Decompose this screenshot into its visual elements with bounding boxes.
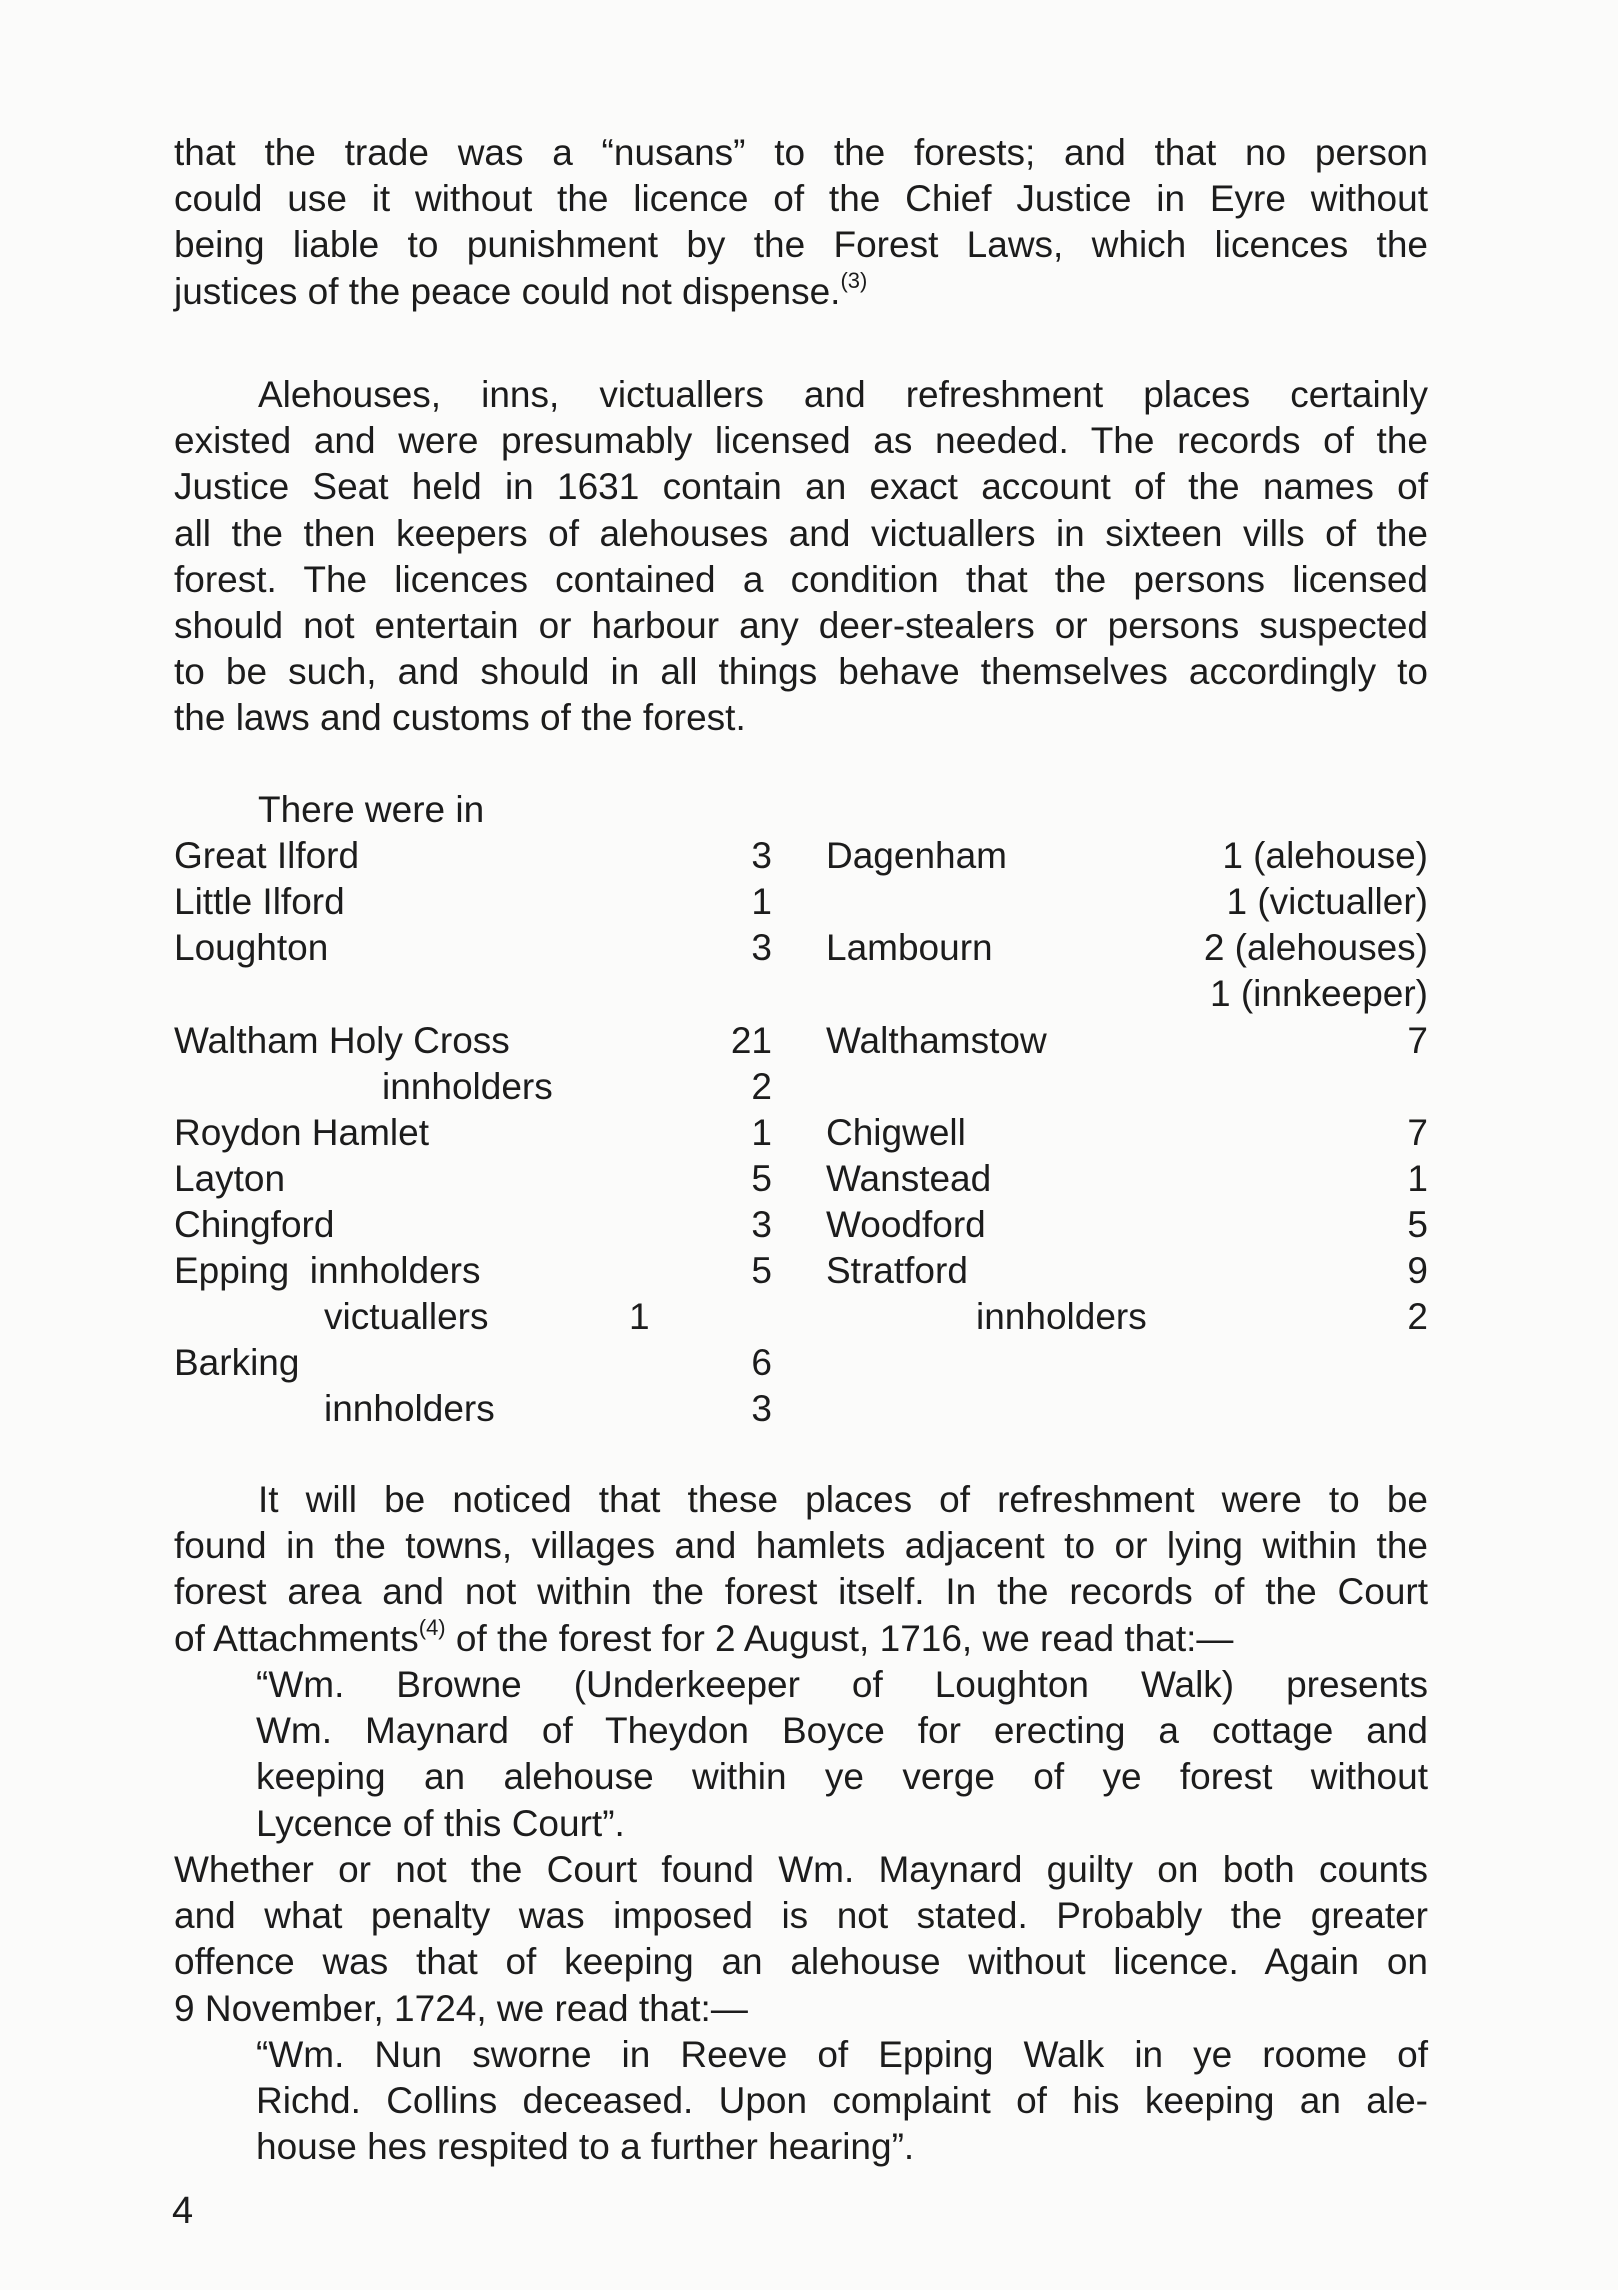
text-line: and what penalty was imposed is not stated. Probably the greater [174,1895,1428,1937]
text-line: found in the towns, villages and hamlets adjacent to or lying within the [174,1525,1428,1567]
table-count: 21 [730,1020,772,1061]
table-count: 1 [751,1112,772,1153]
text-line-content: of the forest for 2 August, 1716, we read that:— [445,1617,1234,1659]
table-count: 5 [1407,1204,1428,1245]
text-line: Whether or not the Court found Wm. Maynard guilty on both counts [174,1849,1428,1890]
table-count: 3 [751,1204,772,1245]
text-line: to be such, and should in all things behave themselves accordingly to [174,651,1428,693]
page-number: 4 [172,2190,194,2232]
text-line: existed and were presumably licensed as needed. The records of the [174,420,1428,462]
table-place: Walthamstow [826,1020,1047,1061]
table-place: Woodford [826,1204,986,1245]
text-line [174,1616,1428,1662]
text-line: the laws and customs of the forest. [174,697,746,739]
table-intro: There were in [258,789,485,830]
table-count: 7 [1407,1020,1428,1061]
table-count: 2 (alehouses) [1203,927,1428,968]
quote-line: keeping an alehouse within ye verge of ye forest without [256,1756,1428,1798]
table-place: Wanstead [826,1158,992,1199]
text-line: Justice Seat held in 1631 contain an exact account of the names of [174,466,1428,508]
text-line: 9 November, 1724, we read that:— [174,1987,748,2029]
table-count: 1 (alehouse) [1222,835,1428,876]
table-count: 1 [751,881,772,922]
table-place: Epping innholders [174,1250,481,1291]
table-place: Chigwell [826,1112,966,1153]
table-count: 5 [751,1158,772,1199]
paragraph-3 [174,1477,1428,1662]
text-line: all the then keepers of alehouses and victuallers in sixteen vills of the [174,512,1428,554]
table-place: innholders [976,1296,1147,1337]
quote-line: “Wm. Nun sworne in Reeve of Epping Walk in ye roome of [256,2034,1428,2075]
table-count: 1 (innkeeper) [1209,973,1428,1014]
quote-line: house hes respited to a further hearing”. [256,2126,915,2168]
text-line: forest area and not within the forest itself. In the records of the Court [174,1571,1428,1613]
table-count: 2 [1407,1296,1428,1337]
table-place: Waltham Holy Cross [174,1020,510,1061]
table-count: 1 [1407,1158,1428,1199]
table-count: 7 [1407,1112,1428,1153]
table-count: 3 [751,835,772,876]
text-line-content: justices of the peace could not dispense. [174,270,841,312]
quotation-2 [256,2032,1428,2171]
table-place: Little Ilford [174,881,345,922]
table-place: Layton [174,1158,286,1199]
table-count: 1 [629,1296,650,1337]
table-count: 6 [751,1342,772,1383]
table-count: 2 [751,1066,772,1107]
table-place: Chingford [174,1204,335,1245]
text-line: forest. The licences contained a condition that the persons licensed [174,558,1428,600]
table-count: 3 [751,927,772,968]
text-line: offence was that of keeping an alehouse without licence. Again on [174,1941,1428,1983]
text-line-content: of Attachments [174,1617,419,1659]
text-line: could use it without the licence of the Chief Justice in Eyre without [174,178,1428,220]
table-place: Lambourn [826,927,993,968]
table-place: Dagenham [826,835,1008,876]
footnote-marker: (4) [418,1614,446,1640]
quote-line: “Wm. Browne (Underkeeper of Loughton Walk) presents [256,1664,1428,1705]
table-place: Stratford [826,1250,968,1291]
paragraph-2 [174,372,1428,742]
table-place: Loughton [174,927,329,968]
quote-line: Wm. Maynard of Theydon Boyce for erecting a cottage and [256,1710,1428,1752]
text-line: Alehouses, inns, victuallers and refreshment places certainly [258,374,1428,415]
text-line: being liable to punishment by the Forest Laws, which licences the [174,224,1428,266]
table-place: Barking [174,1342,300,1383]
table-place: Great Ilford [174,835,360,876]
table-place: victuallers [324,1296,489,1337]
table-place: innholders [324,1388,495,1429]
table-count: 5 [751,1250,772,1291]
footnote-marker: (3) [840,267,868,293]
table-count: 9 [1407,1250,1428,1291]
quote-line: Richd. Collins deceased. Upon complaint of his keeping an ale- [256,2080,1428,2122]
paragraph-1 [174,130,1428,315]
table-place: Roydon Hamlet [174,1112,430,1153]
quote-line: Lycence of this Court”. [256,1802,625,1844]
text-line: that the trade was a “nusans” to the forests; and that no person [174,132,1428,173]
quotation-1 [256,1662,1428,1847]
paragraph-4 [174,1847,1428,2032]
text-line: It will be noticed that these places of refreshment were to be [258,1479,1428,1520]
table-count: 1 (victualler) [1226,881,1428,922]
table-count: 3 [751,1388,772,1429]
text-line [174,269,1428,315]
text-line: should not entertain or harbour any deer-stealers or persons suspected [174,605,1428,647]
table-place: innholders [382,1066,553,1107]
